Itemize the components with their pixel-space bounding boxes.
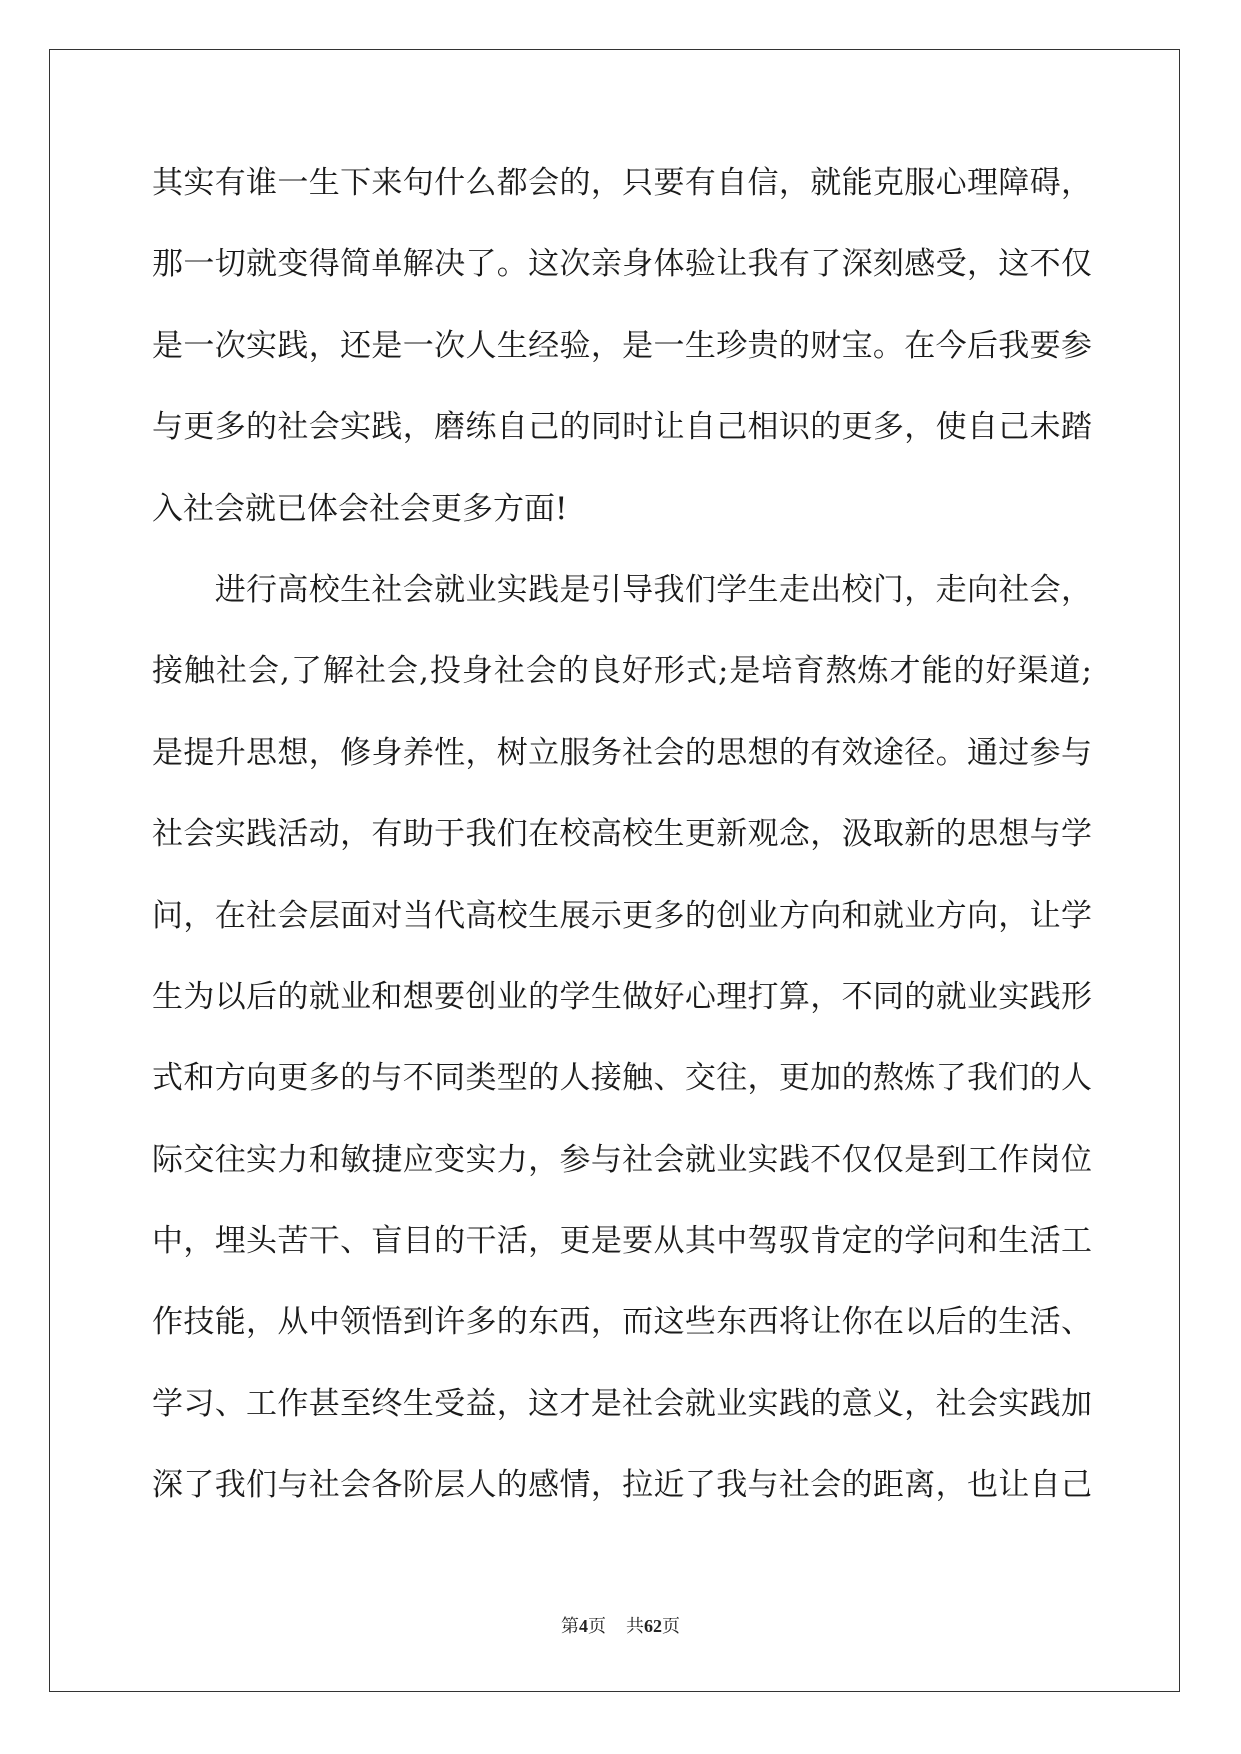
text-line: 中，埋头苦干、盲目的干活，更是要从其中驾驭肯定的学问和生活工 <box>152 1223 1092 1260</box>
document-body <box>152 148 1092 1532</box>
text-line: 作技能，从中领悟到许多的东西，而这些东西将让你在以后的生活、 <box>152 1304 1092 1341</box>
page-footer <box>0 1612 1241 1638</box>
text-line: 问，在社会层面对当代高校生展示更多的创业方向和就业方向，让学 <box>152 897 1092 934</box>
page-suffix: 页 <box>588 1616 606 1636</box>
text-line: 际交往实力和敏捷应变实力，参与社会就业实践不仅仅是到工作岗位 <box>152 1141 1092 1178</box>
page-number: 4 <box>579 1616 588 1636</box>
text-line: 学习、工作甚至终生受益，这才是社会就业实践的意义，社会实践加 <box>152 1385 1092 1422</box>
text-line: 是提升思想，修身养性，树立服务社会的思想的有效途径。通过参与 <box>152 734 1092 771</box>
text-line: 是一次实践，还是一次人生经验，是一生珍贵的财宝。在今后我要参 <box>152 327 1092 364</box>
page-prefix: 第 <box>561 1616 579 1636</box>
text-line: 深了我们与社会各阶层人的感情，拉近了我与社会的距离，也让自己 <box>152 1467 1092 1504</box>
text-line: 进行高校生社会就业实践是引导我们学生走出校门，走向社会， <box>152 571 1092 608</box>
text-line: 社会实践活动，有助于我们在校高校生更新观念，汲取新的思想与学 <box>152 816 1092 853</box>
total-prefix: 共 <box>626 1616 644 1636</box>
total-suffix: 页 <box>662 1616 680 1636</box>
text-line: 入社会就已体会社会更多方面! <box>152 490 568 527</box>
text-line: 其实有谁一生下来句什么都会的，只要有自信，就能克服心理障碍， <box>152 165 1092 201</box>
text-line: 式和方向更多的与不同类型的人接触、交往，更加的熬炼了我们的人 <box>152 1060 1092 1097</box>
text-line: 与更多的社会实践，磨练自己的同时让自己相识的更多，使自己未踏 <box>152 409 1092 446</box>
text-line: 那一切就变得简单解决了。这次亲身体验让我有了深刻感受，这不仅 <box>152 246 1092 283</box>
text-line: 生为以后的就业和想要创业的学生做好心理打算，不同的就业实践形 <box>152 978 1092 1015</box>
text-line: 接触社会,了解社会,投身社会的良好形式;是培育熬炼才能的好渠道; <box>152 653 1092 690</box>
total-pages: 62 <box>644 1616 662 1636</box>
